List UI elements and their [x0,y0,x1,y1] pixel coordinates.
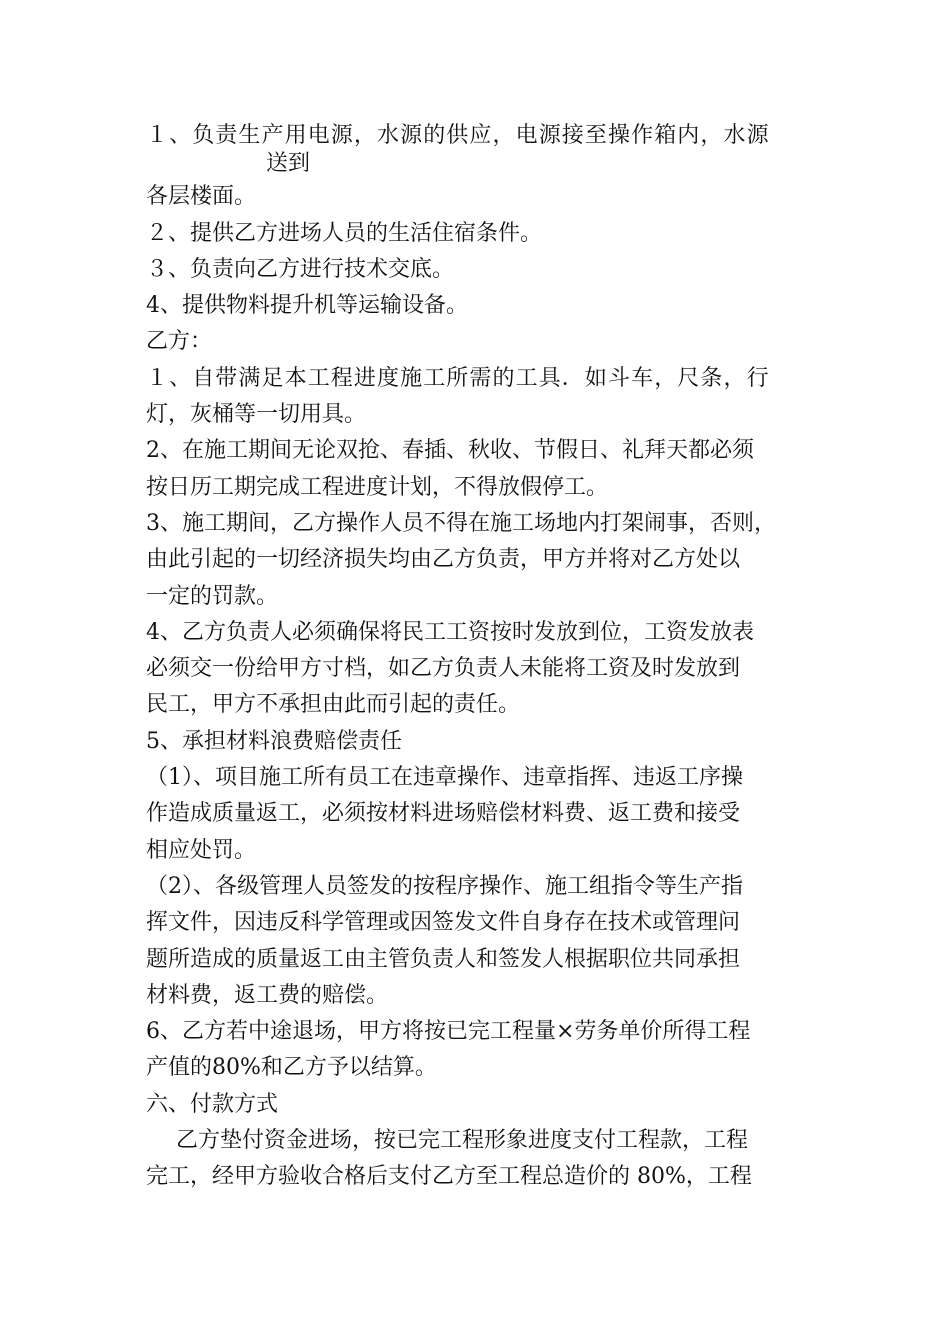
text-line: 各层楼面。 [146,184,257,210]
text-line: 民工，甲方不承担由此而引起的责任。 [146,692,521,718]
text-line: 送到 [266,151,311,177]
text-line: ２、提供乙方进场人员的生活住宿条件。 [146,220,543,246]
text-line: 相应处罚。 [146,837,257,863]
text-line: （1）、项目施工所有员工在违章操作、违章指挥、违返工序操 [146,765,743,791]
text-line: １、负责生产用电源，水源的供应，电源接至操作箱内，水源 [146,123,770,148]
text-line: １、自带满足本工程进度施工所需的工具．如斗车，尺条，行 [146,365,770,391]
text-line: 一定的罚款。 [146,583,279,609]
text-line: 6、乙方若中途退场，甲方将按已完工程量×劳务单价所得工程 [146,1019,751,1045]
text-line: 按日历工期完成工程进度计划，不得放假停工。 [146,474,609,500]
text-line: 灯，灰桶等一切用具。 [146,402,367,428]
text-line: 由此引起的一切经济损失均由乙方负责，甲方并将对乙方处以 [146,547,741,573]
section-heading: 六、付款方式 [146,1091,279,1117]
text-line: 乙方垫付资金进场，按已完工程形象进度支付工程款，工程 [176,1128,749,1154]
text-line: 5、承担材料浪费赔偿责任 [146,728,402,754]
text-line: （2）、各级管理人员签发的按程序操作、施工组指令等生产指 [146,873,743,899]
text-line: 材料费，返工费的赔偿。 [146,982,389,1008]
text-line: ３、负责向乙方进行技术交底。 [146,256,455,282]
text-line: 必须交一份给甲方寸档，如乙方负责人未能将工资及时发放到 [146,656,741,682]
text-line: 乙方： [146,329,213,355]
text-line: 产值的80%和乙方予以结算。 [146,1055,437,1081]
document-body [146,118,816,1196]
text-line: 2、在施工期间无论双抢、春插、秋收、节假日、礼拜天都必须 [146,438,754,464]
text-line: 作造成质量返工，必须按材料进场赔偿材料费、返工费和接受 [146,801,741,827]
text-line: 4、提供物料提升机等运输设备。 [146,293,468,319]
text-line: 挥文件，因违反科学管理或因签发文件自身存在技术或管理问 [146,910,741,936]
text-line: 完工，经甲方验收合格后支付乙方至工程总造价的 80%，工程 [146,1164,752,1190]
text-line: 题所造成的质量返工由主管负责人和签发人根据职位共同承担 [146,946,741,972]
text-line: 4、乙方负责人必须确保将民工工资按时发放到位，工资发放表 [146,619,754,645]
text-line: 3、施工期间，乙方操作人员不得在施工场地内打架闹事，否则， [146,510,776,536]
